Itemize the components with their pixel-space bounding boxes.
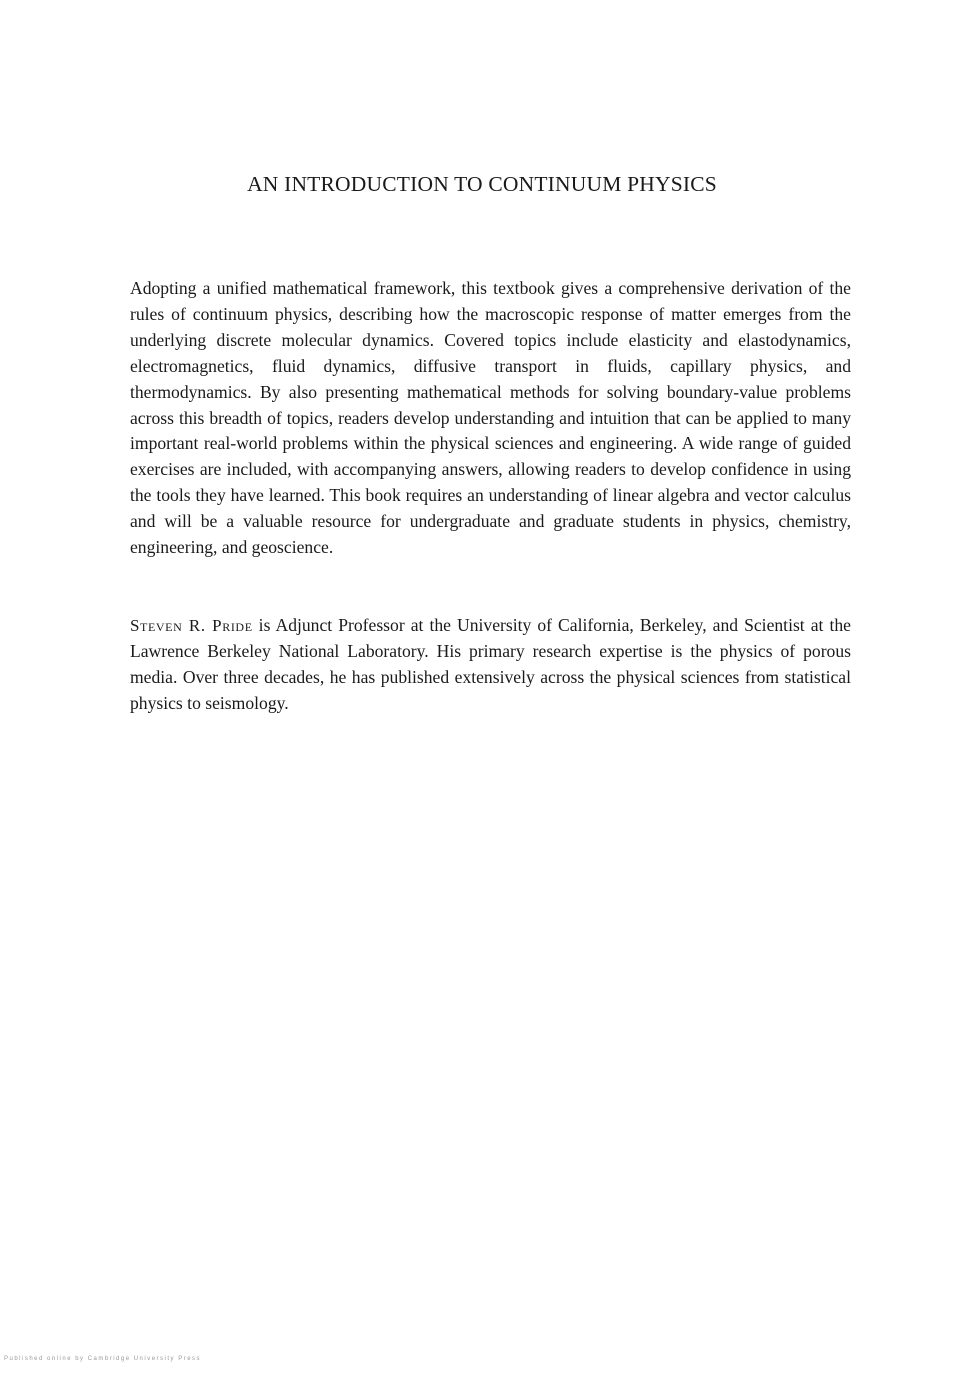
footer-note: Published online by Cambridge University Press	[4, 1356, 202, 1362]
author-name: Steven R. Pride	[130, 616, 253, 635]
author-bio-paragraph	[130, 613, 851, 717]
book-description: Adopting a unified mathematical framework, this textbook gives a comprehensive derivation of the rules of continuum physics, describing how the macroscopic response of matter emerges from the underlying discrete molecular dynamics. Covered topics include elasticity and elastodynamics, electromagnetics, fluid dynamics, diffusive transport in fluids, capillary physics, and thermodynamics. By also presenting mathematical methods for solving boundary-value problems across this breadth of topics, readers develop understanding and intuition that can be applied to many important real-world problems within the physical sciences and engineering. A wide range of guided exercises are included, with accompanying answers, allowing readers to develop confidence in using the tools they have learned. This book requires an understanding of linear algebra and vector calculus and will be a valuable resource for undergraduate and graduate students in physics, chemistry, engineering, and geoscience.	[130, 278, 851, 558]
author-bio-text: is Adjunct Professor at the University of California, Berkeley, and Scientist at the Lawrence Berkeley National Laboratory. His primary research expertise is the physics of porous media. Over three decades, he has published extensively across the physical sciences from statistical physics to seismology.	[130, 615, 851, 713]
book-title: AN INTRODUCTION TO CONTINUUM PHYSICS	[247, 172, 717, 196]
